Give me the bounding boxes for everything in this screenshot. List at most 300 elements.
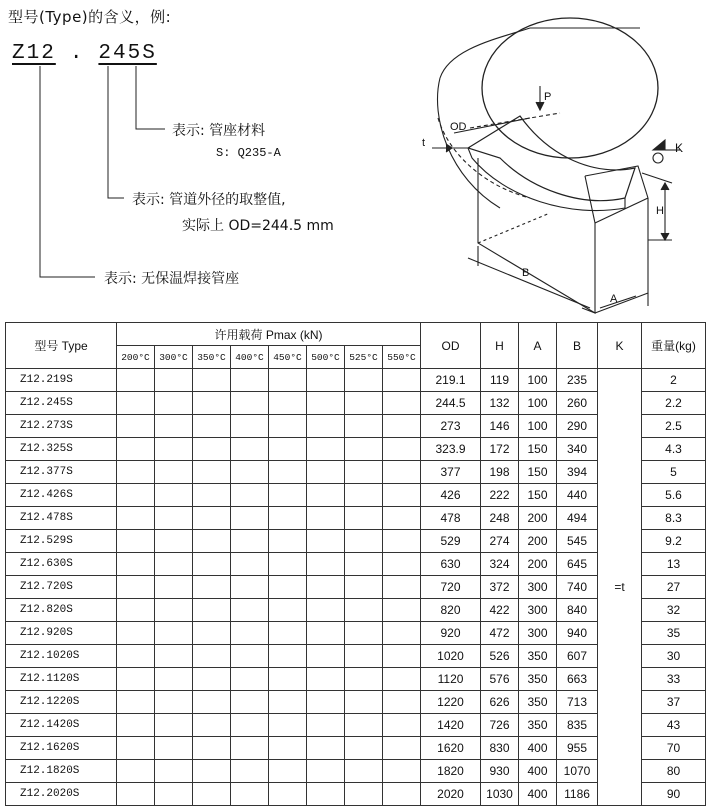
header-temp: 400°C xyxy=(231,346,269,369)
cell-od: 820 xyxy=(421,599,481,622)
cell-od: 273 xyxy=(421,415,481,438)
cell-type: Z12.1620S xyxy=(6,737,117,760)
cell-load xyxy=(383,714,421,737)
cell-h: 324 xyxy=(481,553,519,576)
cell-od: 478 xyxy=(421,507,481,530)
cell-type: Z12.1420S xyxy=(6,714,117,737)
cell-load xyxy=(307,484,345,507)
header-weight: 重量(kg) xyxy=(642,323,706,369)
cell-load xyxy=(383,507,421,530)
cell-load xyxy=(231,553,269,576)
cell-load xyxy=(269,691,307,714)
header-h: H xyxy=(481,323,519,369)
cell-load xyxy=(307,576,345,599)
cell-load xyxy=(345,783,383,806)
cell-load xyxy=(193,369,231,392)
cell-load xyxy=(345,392,383,415)
cell-load xyxy=(231,783,269,806)
header-k: K xyxy=(598,323,642,369)
cell-load xyxy=(269,392,307,415)
cell-load xyxy=(117,369,155,392)
cell-load xyxy=(231,415,269,438)
cell-od: 323.9 xyxy=(421,438,481,461)
cell-load xyxy=(117,622,155,645)
cell-type: Z12.1120S xyxy=(6,668,117,691)
cell-weight: 32 xyxy=(642,599,706,622)
cell-load xyxy=(117,783,155,806)
header-b: B xyxy=(557,323,598,369)
cell-weight: 80 xyxy=(642,760,706,783)
cell-load xyxy=(345,668,383,691)
cell-load xyxy=(117,415,155,438)
cell-b: 645 xyxy=(557,553,598,576)
cell-a: 100 xyxy=(519,369,557,392)
cell-od: 630 xyxy=(421,553,481,576)
cell-load xyxy=(231,530,269,553)
cell-h: 1030 xyxy=(481,783,519,806)
cell-load xyxy=(155,737,193,760)
cell-load xyxy=(383,530,421,553)
cell-load xyxy=(269,760,307,783)
cell-weight: 13 xyxy=(642,553,706,576)
cell-load xyxy=(345,760,383,783)
cell-weight: 37 xyxy=(642,691,706,714)
cell-load xyxy=(345,415,383,438)
cell-od: 1420 xyxy=(421,714,481,737)
cell-load xyxy=(307,714,345,737)
cell-load xyxy=(193,645,231,668)
cell-load xyxy=(383,392,421,415)
cell-load xyxy=(117,553,155,576)
cell-load xyxy=(307,622,345,645)
cell-load xyxy=(383,645,421,668)
cell-load xyxy=(231,691,269,714)
cell-h: 198 xyxy=(481,461,519,484)
cell-load xyxy=(307,461,345,484)
cell-weight: 70 xyxy=(642,737,706,760)
cell-load xyxy=(155,438,193,461)
header-temp: 300°C xyxy=(155,346,193,369)
cell-h: 422 xyxy=(481,599,519,622)
cell-od: 426 xyxy=(421,484,481,507)
cell-load xyxy=(155,553,193,576)
cell-load xyxy=(269,530,307,553)
cell-load xyxy=(269,576,307,599)
code-dot: . xyxy=(69,42,85,65)
cell-load xyxy=(269,668,307,691)
cell-weight: 8.3 xyxy=(642,507,706,530)
cell-load xyxy=(345,484,383,507)
cell-load xyxy=(117,599,155,622)
cell-load xyxy=(231,668,269,691)
cell-h: 132 xyxy=(481,392,519,415)
note-od: 表示: 管道外径的取整值, xyxy=(132,192,286,208)
cell-load xyxy=(231,438,269,461)
cell-h: 274 xyxy=(481,530,519,553)
cell-load xyxy=(383,553,421,576)
cell-b: 235 xyxy=(557,369,598,392)
cell-load xyxy=(345,461,383,484)
cell-a: 400 xyxy=(519,783,557,806)
cell-load xyxy=(155,645,193,668)
cell-load xyxy=(383,599,421,622)
cell-b: 740 xyxy=(557,576,598,599)
cell-type: Z12.1820S xyxy=(6,760,117,783)
code-prefix: Z12 xyxy=(12,42,56,65)
cell-a: 150 xyxy=(519,438,557,461)
cell-load xyxy=(345,714,383,737)
cell-load xyxy=(155,760,193,783)
cell-a: 200 xyxy=(519,507,557,530)
cell-load xyxy=(155,415,193,438)
cell-load xyxy=(155,507,193,530)
cell-load xyxy=(345,645,383,668)
cell-a: 200 xyxy=(519,553,557,576)
cell-weight: 5 xyxy=(642,461,706,484)
cell-load xyxy=(231,461,269,484)
header-temp: 200°C xyxy=(117,346,155,369)
cell-type: Z12.630S xyxy=(6,553,117,576)
cell-od: 720 xyxy=(421,576,481,599)
cell-load xyxy=(193,714,231,737)
cell-load xyxy=(117,530,155,553)
cell-load xyxy=(307,530,345,553)
cell-load xyxy=(345,553,383,576)
cell-b: 340 xyxy=(557,438,598,461)
cell-h: 526 xyxy=(481,645,519,668)
label-h: H xyxy=(656,205,664,217)
header-temp: 550°C xyxy=(383,346,421,369)
cell-load xyxy=(345,507,383,530)
cell-load xyxy=(155,668,193,691)
note-type: 表示: 无保温焊接管座 xyxy=(104,271,240,287)
cell-load xyxy=(345,369,383,392)
cell-load xyxy=(155,369,193,392)
cell-h: 472 xyxy=(481,622,519,645)
cell-a: 350 xyxy=(519,668,557,691)
cell-a: 300 xyxy=(519,576,557,599)
cell-load xyxy=(155,622,193,645)
cell-a: 300 xyxy=(519,599,557,622)
spec-table xyxy=(5,322,706,806)
label-a: A xyxy=(610,293,618,305)
header-load: 许用载荷 Pmax (kN) xyxy=(117,323,421,346)
cell-b: 955 xyxy=(557,737,598,760)
label-p: P xyxy=(544,91,552,103)
cell-load xyxy=(307,760,345,783)
cell-weight: 33 xyxy=(642,668,706,691)
label-od: OD xyxy=(450,121,467,133)
cell-load xyxy=(269,484,307,507)
cell-h: 830 xyxy=(481,737,519,760)
cell-b: 545 xyxy=(557,530,598,553)
cell-h: 172 xyxy=(481,438,519,461)
cell-b: 840 xyxy=(557,599,598,622)
cell-load xyxy=(345,576,383,599)
cell-weight: 2 xyxy=(642,369,706,392)
label-b: B xyxy=(522,267,530,279)
cell-load xyxy=(345,622,383,645)
note-material: 表示: 管座材料 xyxy=(172,123,266,139)
cell-load xyxy=(307,645,345,668)
cell-h: 626 xyxy=(481,691,519,714)
cell-a: 300 xyxy=(519,622,557,645)
cell-type: Z12.426S xyxy=(6,484,117,507)
cell-weight: 9.2 xyxy=(642,530,706,553)
header-a: A xyxy=(519,323,557,369)
table-row xyxy=(6,369,706,392)
cell-a: 400 xyxy=(519,760,557,783)
cell-load xyxy=(307,369,345,392)
cell-load xyxy=(269,553,307,576)
cell-load xyxy=(117,461,155,484)
cell-load xyxy=(155,691,193,714)
cell-a: 150 xyxy=(519,461,557,484)
cell-od: 2020 xyxy=(421,783,481,806)
cell-type: Z12.920S xyxy=(6,622,117,645)
cell-type: Z12.478S xyxy=(6,507,117,530)
cell-load xyxy=(269,461,307,484)
cell-b: 713 xyxy=(557,691,598,714)
cell-load xyxy=(193,484,231,507)
cell-a: 350 xyxy=(519,691,557,714)
cell-od: 920 xyxy=(421,622,481,645)
cell-load xyxy=(269,369,307,392)
cell-load xyxy=(231,622,269,645)
cell-load xyxy=(307,415,345,438)
cell-load xyxy=(345,530,383,553)
cell-load xyxy=(383,369,421,392)
cell-load xyxy=(231,484,269,507)
cell-od: 1220 xyxy=(421,691,481,714)
cell-load xyxy=(193,783,231,806)
cell-load xyxy=(231,645,269,668)
cell-load xyxy=(117,714,155,737)
cell-od: 529 xyxy=(421,530,481,553)
cell-od: 244.5 xyxy=(421,392,481,415)
cell-load xyxy=(117,668,155,691)
cell-load xyxy=(269,438,307,461)
cell-a: 150 xyxy=(519,484,557,507)
cell-load xyxy=(155,599,193,622)
cell-load xyxy=(307,737,345,760)
label-k: K xyxy=(675,141,684,155)
cell-type: Z12.245S xyxy=(6,392,117,415)
header-temp: 525°C xyxy=(345,346,383,369)
cell-load xyxy=(307,392,345,415)
cell-load xyxy=(117,484,155,507)
note-material-value: S: Q235-A xyxy=(216,146,281,160)
cell-load xyxy=(193,691,231,714)
cell-load xyxy=(269,714,307,737)
cell-load xyxy=(345,737,383,760)
cell-load xyxy=(193,438,231,461)
page-heading: 型号(Type)的含义，例: xyxy=(8,8,172,26)
cell-load xyxy=(269,507,307,530)
cell-od: 377 xyxy=(421,461,481,484)
cell-load xyxy=(269,783,307,806)
cell-b: 835 xyxy=(557,714,598,737)
cell-load xyxy=(307,507,345,530)
cell-b: 494 xyxy=(557,507,598,530)
cell-load xyxy=(383,668,421,691)
cell-load xyxy=(345,691,383,714)
cell-load xyxy=(193,507,231,530)
cell-load xyxy=(231,714,269,737)
cell-b: 290 xyxy=(557,415,598,438)
cell-load xyxy=(345,438,383,461)
cell-b: 440 xyxy=(557,484,598,507)
cell-a: 100 xyxy=(519,415,557,438)
cell-load xyxy=(117,691,155,714)
pipe-shoe-drawing xyxy=(410,8,705,318)
cell-load xyxy=(269,622,307,645)
cell-load xyxy=(231,369,269,392)
cell-load xyxy=(193,668,231,691)
cell-h: 119 xyxy=(481,369,519,392)
cell-load xyxy=(269,415,307,438)
cell-load xyxy=(383,760,421,783)
cell-load xyxy=(193,760,231,783)
cell-load xyxy=(383,691,421,714)
header-type: 型号 Type xyxy=(6,323,117,369)
cell-load xyxy=(231,760,269,783)
cell-a: 200 xyxy=(519,530,557,553)
cell-load xyxy=(383,576,421,599)
cell-load xyxy=(155,461,193,484)
cell-weight: 27 xyxy=(642,576,706,599)
cell-load xyxy=(155,783,193,806)
cell-a: 400 xyxy=(519,737,557,760)
cell-load xyxy=(117,645,155,668)
cell-od: 1620 xyxy=(421,737,481,760)
cell-h: 930 xyxy=(481,760,519,783)
cell-load xyxy=(231,392,269,415)
cell-b: 394 xyxy=(557,461,598,484)
cell-load xyxy=(155,576,193,599)
cell-load xyxy=(307,783,345,806)
label-t: t xyxy=(422,137,426,149)
cell-load xyxy=(307,553,345,576)
cell-type: Z12.273S xyxy=(6,415,117,438)
cell-type: Z12.720S xyxy=(6,576,117,599)
cell-type: Z12.1020S xyxy=(6,645,117,668)
cell-od: 1120 xyxy=(421,668,481,691)
cell-type: Z12.219S xyxy=(6,369,117,392)
header-temp: 500°C xyxy=(307,346,345,369)
cell-type: Z12.820S xyxy=(6,599,117,622)
cell-load xyxy=(155,484,193,507)
cell-b: 1070 xyxy=(557,760,598,783)
cell-load xyxy=(193,576,231,599)
cell-load xyxy=(269,645,307,668)
code-suffix: 245S xyxy=(98,42,157,65)
cell-load xyxy=(269,599,307,622)
cell-load xyxy=(193,553,231,576)
cell-load xyxy=(155,530,193,553)
cell-od: 1020 xyxy=(421,645,481,668)
cell-load xyxy=(117,507,155,530)
cell-load xyxy=(193,530,231,553)
cell-load xyxy=(383,484,421,507)
cell-load xyxy=(269,737,307,760)
cell-load xyxy=(155,714,193,737)
cell-h: 222 xyxy=(481,484,519,507)
cell-h: 576 xyxy=(481,668,519,691)
cell-weight: 43 xyxy=(642,714,706,737)
cell-type: Z12.2020S xyxy=(6,783,117,806)
cell-weight: 90 xyxy=(642,783,706,806)
cell-load xyxy=(117,576,155,599)
cell-load xyxy=(117,737,155,760)
cell-weight: 2.5 xyxy=(642,415,706,438)
cell-load xyxy=(193,415,231,438)
cell-b: 940 xyxy=(557,622,598,645)
cell-load xyxy=(307,691,345,714)
header-temp: 450°C xyxy=(269,346,307,369)
cell-load xyxy=(231,599,269,622)
cell-b: 607 xyxy=(557,645,598,668)
cell-load xyxy=(307,438,345,461)
header-od: OD xyxy=(421,323,481,369)
cell-h: 726 xyxy=(481,714,519,737)
cell-load xyxy=(193,461,231,484)
cell-load xyxy=(383,461,421,484)
cell-a: 100 xyxy=(519,392,557,415)
cell-od: 219.1 xyxy=(421,369,481,392)
cell-load xyxy=(383,783,421,806)
cell-load xyxy=(383,737,421,760)
cell-k: =t xyxy=(598,369,642,806)
cell-load xyxy=(231,737,269,760)
header-temp: 350°C xyxy=(193,346,231,369)
cell-b: 663 xyxy=(557,668,598,691)
cell-load xyxy=(307,599,345,622)
cell-weight: 5.6 xyxy=(642,484,706,507)
cell-load xyxy=(345,599,383,622)
cell-load xyxy=(193,622,231,645)
cell-weight: 35 xyxy=(642,622,706,645)
note-od-value: 实际上 OD=244.5 mm xyxy=(182,218,334,234)
cell-weight: 4.3 xyxy=(642,438,706,461)
cell-load xyxy=(193,392,231,415)
cell-type: Z12.1220S xyxy=(6,691,117,714)
cell-a: 350 xyxy=(519,714,557,737)
cell-h: 248 xyxy=(481,507,519,530)
cell-load xyxy=(117,392,155,415)
cell-weight: 30 xyxy=(642,645,706,668)
cell-load xyxy=(193,737,231,760)
cell-load xyxy=(231,576,269,599)
cell-load xyxy=(155,392,193,415)
cell-type: Z12.325S xyxy=(6,438,117,461)
cell-weight: 2.2 xyxy=(642,392,706,415)
cell-b: 260 xyxy=(557,392,598,415)
cell-od: 1820 xyxy=(421,760,481,783)
cell-h: 146 xyxy=(481,415,519,438)
cell-b: 1186 xyxy=(557,783,598,806)
cell-load xyxy=(307,668,345,691)
cell-load xyxy=(193,599,231,622)
cell-load xyxy=(117,438,155,461)
cell-h: 372 xyxy=(481,576,519,599)
cell-load xyxy=(383,415,421,438)
cell-load xyxy=(117,760,155,783)
cell-a: 350 xyxy=(519,645,557,668)
cell-load xyxy=(231,507,269,530)
cell-load xyxy=(383,438,421,461)
cell-type: Z12.377S xyxy=(6,461,117,484)
